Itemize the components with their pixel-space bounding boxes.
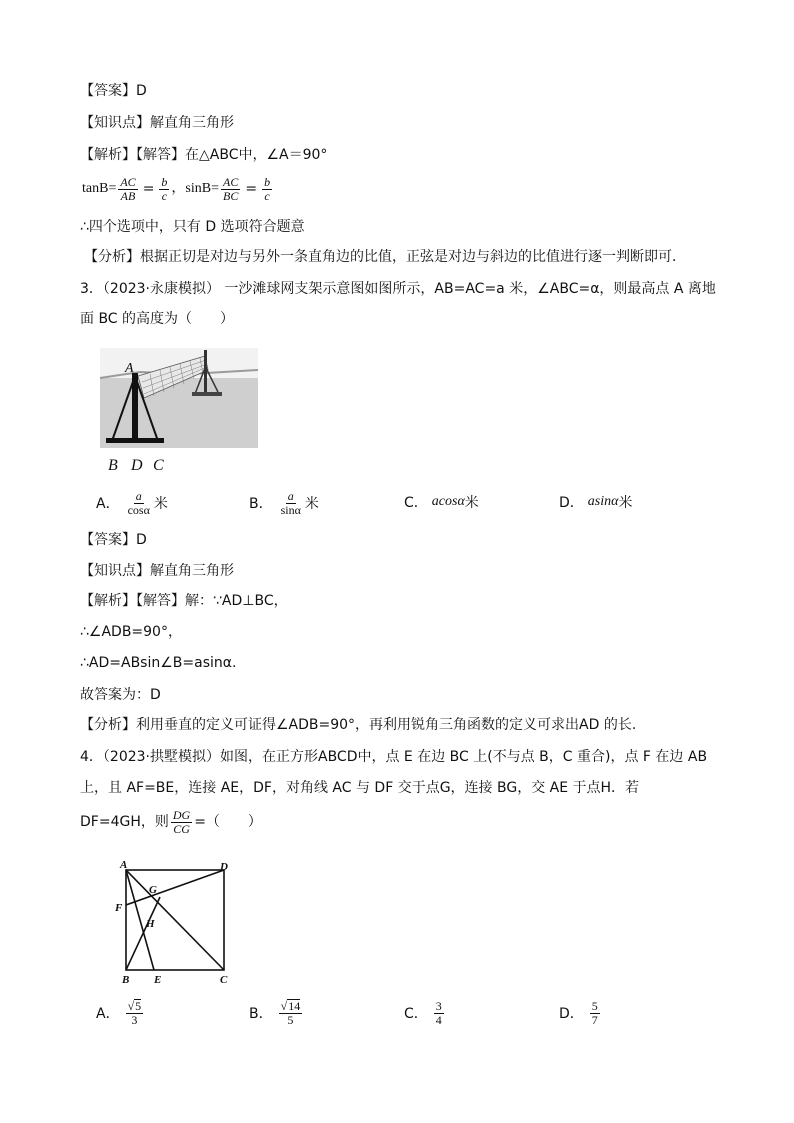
fig-label-D: D (220, 861, 228, 873)
photo-label-C: C (153, 457, 164, 474)
photo-label-B: B (108, 457, 118, 474)
q2-answer: 【答案】D (80, 83, 147, 99)
q3-stem-line-1: 3．（2023·永康模拟） 一沙滩球网支架示意图如图所示，AB=AC=a 米，∠ABC=α，则最高点 A 离地 (80, 281, 716, 297)
q3-analysis-head: 【解析】【解答】解：∵AD⊥BC， (80, 593, 288, 609)
q4-stem-line-1: 4．（2023·拱墅模拟）如图，在正方形ABCD中，点 E 在边 BC 上(不与点 B，C 重合)，点 F 在边 AB (80, 749, 708, 765)
q3-option-d[interactable]: D． asinα 米 (559, 494, 633, 511)
q2-knowledge: 【知识点】解直角三角形 (80, 115, 234, 131)
q3-fenxi: 【分析】利用垂直的定义可证得∠ADB=90°，再利用锐角三角函数的定义可求出AD 的长. (80, 717, 637, 733)
q4-option-d-fraction: $\frac{5}{7}$ (591, 998, 598, 1027)
fig-label-B: B (122, 974, 130, 986)
q2-analysis-head: 【解析】【解答】在△ABC中，∠A＝90° (80, 147, 328, 163)
q4-stem-line-2: 上，且 AF=BE，连接 AE，DF，对角线 AC 与 DF 交于点G，连接 BG，交 AE 于点H．若 (80, 780, 640, 796)
fig-label-G: G (149, 884, 157, 896)
fig-label-C: C (220, 974, 228, 986)
sin-fraction-1: $\frac{AC}{BC}$ (223, 174, 239, 203)
q4-option-b[interactable]: B． √ 14 5 (249, 999, 301, 1027)
photo-far-pole (204, 350, 207, 394)
q2-fenxi: 【分析】根据正切是对边与另外一条直角边的比值，正弦是对边与斜边的比值进行逐一判断即可． (84, 249, 686, 265)
photo-sand (100, 374, 258, 448)
equals-1: = (142, 181, 155, 197)
q3-stem-line-2: 面 BC 的高度为（ ） (80, 311, 235, 327)
q2-conclusion: ∴四个选项中，只有 D 选项符合题意 (80, 219, 305, 235)
q4-option-b-fraction: √ 14 5 (280, 999, 301, 1027)
q4-option-a-fraction: √ 5 3 (127, 999, 142, 1027)
q3-option-b[interactable]: B． $\frac{a}{\sin\alpha}$ 米 (249, 488, 319, 517)
q3-knowledge: 【知识点】解直角三角形 (80, 563, 234, 579)
q3-option-b-fraction: $\frac{a}{\sin\alpha}$ (280, 488, 301, 517)
q4-option-d[interactable]: D． $\frac{5}{7}$ (559, 998, 598, 1027)
q4-ratio-fraction: $\frac{DG}{CG}$ (172, 807, 191, 836)
q2-formula-line (82, 172, 274, 206)
fig-label-F: F (115, 902, 123, 914)
q3-net-photo (100, 348, 258, 448)
photo-far-base (192, 392, 222, 396)
fig-label-H: H (146, 918, 155, 930)
q3-result: 故答案为：D (80, 687, 161, 703)
equals-2: = (245, 181, 258, 197)
tan-label: tanB= (82, 181, 117, 196)
q4-stem-line-3: DF=4GH，则 $\frac{DG}{CG}$ =（ ） (80, 807, 262, 836)
q3-step-1: ∴∠ADB=90°， (80, 624, 182, 640)
sin-label: ，sinB= (171, 181, 219, 196)
q4-square-figure (108, 858, 238, 988)
segment-DF (126, 870, 224, 905)
q4-option-c-fraction: $\frac{3}{4}$ (435, 998, 442, 1027)
q4-option-c[interactable]: C． $\frac{3}{4}$ (404, 998, 442, 1027)
photo-base-BC (106, 438, 164, 443)
fig-label-E: E (154, 974, 162, 986)
q4-option-a[interactable]: A． √ 5 3 (96, 999, 142, 1027)
photo-label-A: A (125, 361, 134, 376)
segment-BG (126, 897, 160, 970)
tan-fraction-2: $\frac{b}{c}$ (161, 174, 168, 203)
q3-step-2: ∴AD=ABsin∠B=asinα. (80, 655, 237, 671)
sin-fraction-2: $\frac{b}{c}$ (264, 174, 271, 203)
tan-fraction-1: $\frac{AC}{AB}$ (120, 174, 136, 203)
q3-option-c[interactable]: C． acosα 米 (404, 494, 479, 511)
q3-option-a[interactable]: A． $\frac{a}{\cos\alpha}$ 米 (96, 488, 168, 517)
fig-label-A: A (120, 859, 128, 871)
photo-label-D: D (131, 457, 143, 474)
q3-answer: 【答案】D (80, 532, 147, 548)
q3-option-a-fraction: $\frac{a}{\cos\alpha}$ (127, 488, 150, 517)
